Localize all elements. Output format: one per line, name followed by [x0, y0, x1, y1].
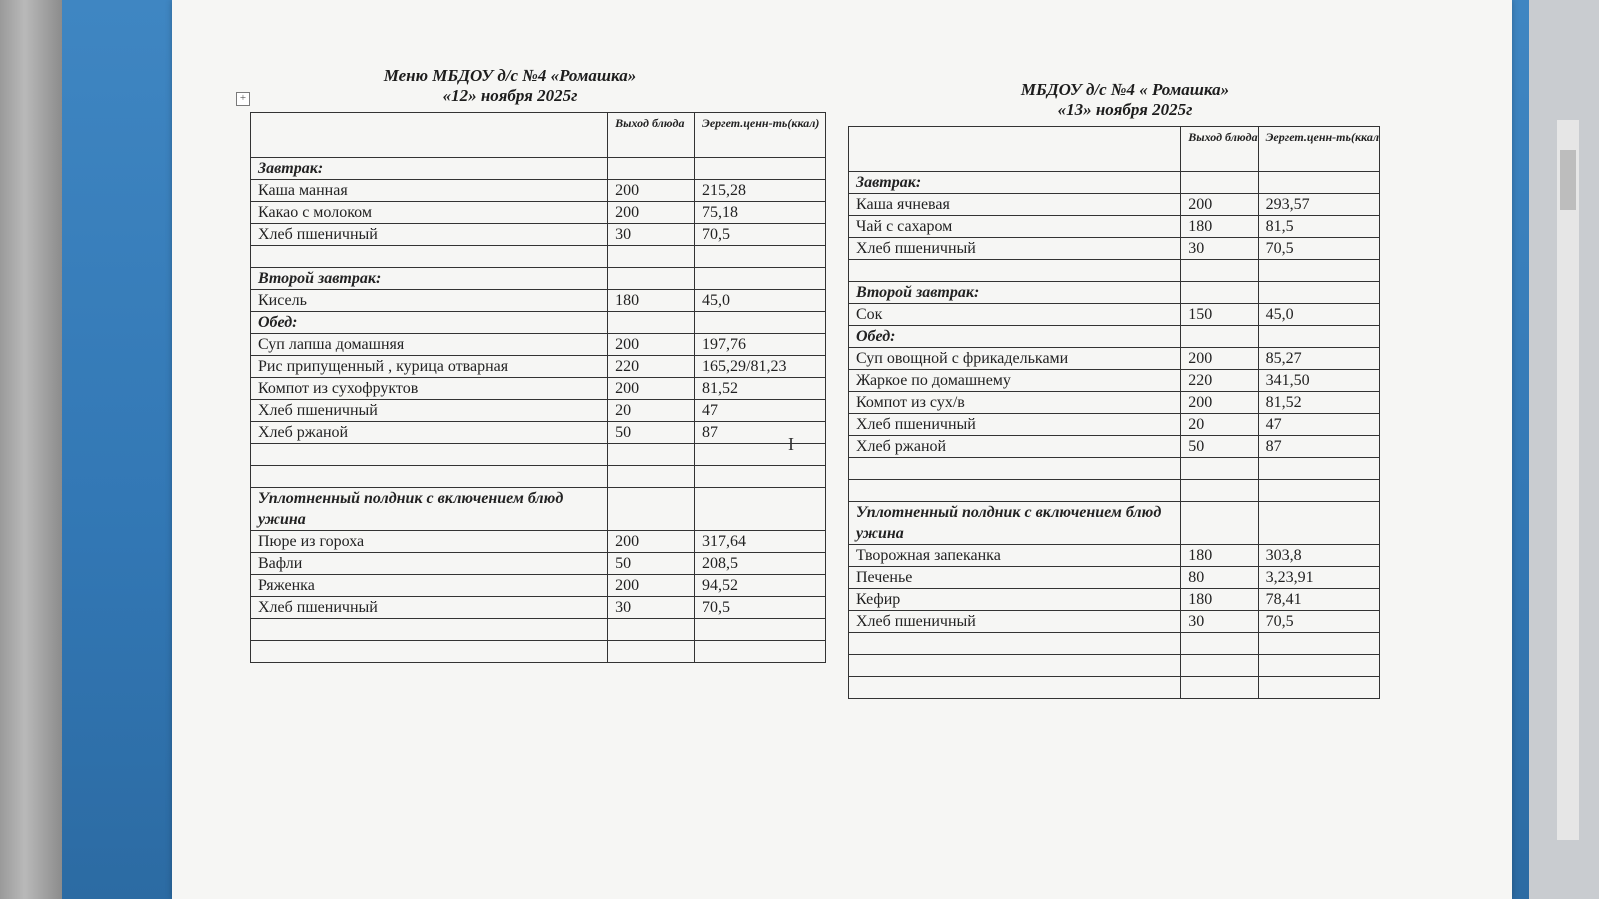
dish-cell[interactable]: Каша ячневая: [849, 194, 1181, 216]
energy-cell[interactable]: 47: [1258, 414, 1379, 436]
yield-cell[interactable]: 50: [608, 422, 695, 444]
energy-cell[interactable]: [695, 488, 826, 531]
yield-cell[interactable]: 50: [608, 553, 695, 575]
dish-cell[interactable]: Кисель: [251, 290, 608, 312]
yield-cell[interactable]: 200: [1181, 348, 1258, 370]
table-row: [849, 326, 1380, 348]
table-row: [251, 597, 826, 619]
yield-cell[interactable]: 30: [608, 224, 695, 246]
dish-cell[interactable]: [251, 619, 608, 641]
dish-cell[interactable]: Хлеб пшеничный: [251, 400, 608, 422]
scrollbar-thumb[interactable]: [1560, 150, 1576, 210]
energy-cell[interactable]: [1258, 172, 1379, 194]
yield-cell[interactable]: 200: [608, 202, 695, 224]
energy-cell[interactable]: 81,52: [1258, 392, 1379, 414]
table-row: [849, 567, 1380, 589]
energy-cell[interactable]: [695, 158, 826, 180]
table-row: [251, 312, 826, 334]
table-row: [849, 458, 1380, 480]
table-row: [849, 480, 1380, 502]
table-row: [251, 334, 826, 356]
table-header-row: [251, 113, 826, 158]
table-row: [849, 611, 1380, 633]
table-row: [849, 655, 1380, 677]
table-row: [849, 194, 1380, 216]
table-row: [251, 224, 826, 246]
yield-cell[interactable]: [608, 158, 695, 180]
dish-cell[interactable]: [251, 246, 608, 268]
energy-cell[interactable]: [1258, 633, 1379, 655]
energy-cell[interactable]: [1258, 260, 1379, 282]
yield-cell[interactable]: 20: [1181, 414, 1258, 436]
table-row: [251, 444, 826, 466]
dish-cell[interactable]: Завтрак:: [849, 172, 1181, 194]
yield-cell[interactable]: [1181, 260, 1258, 282]
table-row: [251, 400, 826, 422]
dish-cell[interactable]: Кефир: [849, 589, 1181, 611]
table-row: [251, 619, 826, 641]
energy-cell[interactable]: 81,5: [1258, 216, 1379, 238]
energy-cell[interactable]: 303,8: [1258, 545, 1379, 567]
yield-cell[interactable]: 200: [1181, 392, 1258, 414]
table-row: [849, 392, 1380, 414]
energy-cell[interactable]: 197,76: [695, 334, 826, 356]
dish-cell[interactable]: Компот из сухофруктов: [251, 378, 608, 400]
energy-cell[interactable]: 293,57: [1258, 194, 1379, 216]
yield-cell[interactable]: 220: [1181, 370, 1258, 392]
energy-cell[interactable]: [1258, 326, 1379, 348]
menu-title-1-line1: Меню МБДОУ д/с №4 «Ромашка»: [383, 66, 637, 85]
yield-cell[interactable]: 180: [1181, 589, 1258, 611]
table-row: [849, 238, 1380, 260]
yield-cell[interactable]: [608, 641, 695, 663]
energy-cell[interactable]: 78,41: [1258, 589, 1379, 611]
table-row: [849, 545, 1380, 567]
yield-cell[interactable]: 180: [1181, 216, 1258, 238]
yield-cell[interactable]: [608, 268, 695, 290]
yield-cell[interactable]: [1181, 677, 1258, 699]
table-row: [849, 414, 1380, 436]
table-row: [251, 422, 826, 444]
table-row: [849, 370, 1380, 392]
header-energy: Эергет.ценн-ть(ккал: [1258, 127, 1379, 172]
dish-cell[interactable]: [849, 677, 1181, 699]
header-dish: [251, 113, 608, 158]
yield-cell[interactable]: [1181, 633, 1258, 655]
menu-table-13-november: [848, 126, 1380, 699]
dish-cell[interactable]: [849, 480, 1181, 502]
yield-cell[interactable]: [608, 619, 695, 641]
energy-cell[interactable]: [695, 444, 826, 466]
dish-cell[interactable]: Сок: [849, 304, 1181, 326]
energy-cell[interactable]: 81,52: [695, 378, 826, 400]
energy-cell[interactable]: [1258, 282, 1379, 304]
yield-cell[interactable]: 200: [1181, 194, 1258, 216]
energy-cell[interactable]: 70,5: [695, 224, 826, 246]
yield-cell[interactable]: [608, 466, 695, 488]
dish-cell[interactable]: Уплотненный полдник с включением блюд ужина: [849, 502, 1181, 545]
energy-cell[interactable]: 165,29/81,23: [695, 356, 826, 378]
yield-cell[interactable]: [1181, 502, 1258, 545]
dish-cell[interactable]: Второй завтрак:: [849, 282, 1181, 304]
menu-table-12-november: [250, 112, 826, 663]
energy-cell[interactable]: [1258, 502, 1379, 545]
energy-cell[interactable]: 70,5: [1258, 238, 1379, 260]
energy-cell[interactable]: 47: [695, 400, 826, 422]
table-header-row: [849, 127, 1380, 172]
dish-cell[interactable]: [849, 458, 1181, 480]
energy-cell[interactable]: 45,0: [695, 290, 826, 312]
yield-cell[interactable]: 30: [608, 597, 695, 619]
dish-cell[interactable]: Уплотненный полдник с включением блюд ужина: [251, 488, 608, 531]
energy-cell[interactable]: [1258, 655, 1379, 677]
menu-title-1-line2: «12» ноября 2025г: [442, 86, 578, 105]
energy-cell[interactable]: 87: [695, 422, 826, 444]
table-row: [251, 290, 826, 312]
table-row: [849, 282, 1380, 304]
table-row: [849, 304, 1380, 326]
yield-cell[interactable]: 180: [1181, 545, 1258, 567]
dish-cell[interactable]: [251, 444, 608, 466]
energy-cell[interactable]: 70,5: [1258, 611, 1379, 633]
header-yield: Выход блюда: [1181, 127, 1258, 172]
monitor-bezel: [0, 0, 62, 899]
table-row: [849, 589, 1380, 611]
dish-cell[interactable]: Обед:: [251, 312, 608, 334]
table-row: [849, 172, 1380, 194]
dish-cell[interactable]: [251, 466, 608, 488]
table-move-handle-icon[interactable]: +: [236, 92, 250, 106]
yield-cell[interactable]: [608, 246, 695, 268]
table-row: [251, 575, 826, 597]
dish-cell[interactable]: Второй завтрак:: [251, 268, 608, 290]
dish-cell[interactable]: Компот из сух/в: [849, 392, 1181, 414]
energy-cell[interactable]: 70,5: [695, 597, 826, 619]
yield-cell[interactable]: 180: [608, 290, 695, 312]
yield-cell[interactable]: [1181, 655, 1258, 677]
table-row: [251, 553, 826, 575]
yield-cell[interactable]: [608, 488, 695, 531]
table-row: [849, 216, 1380, 238]
menu-title-1: [330, 66, 690, 106]
dish-cell[interactable]: Хлеб пшеничный: [849, 611, 1181, 633]
energy-cell[interactable]: 94,52: [695, 575, 826, 597]
energy-cell[interactable]: [695, 619, 826, 641]
energy-cell[interactable]: 208,5: [695, 553, 826, 575]
yield-cell[interactable]: 150: [1181, 304, 1258, 326]
dish-cell[interactable]: Какао с молоком: [251, 202, 608, 224]
dish-cell[interactable]: Печенье: [849, 567, 1181, 589]
dish-cell[interactable]: Пюре из гороха: [251, 531, 608, 553]
energy-cell[interactable]: 75,18: [695, 202, 826, 224]
yield-cell[interactable]: [1181, 326, 1258, 348]
yield-cell[interactable]: [1181, 480, 1258, 502]
yield-cell[interactable]: 50: [1181, 436, 1258, 458]
dish-cell[interactable]: [251, 641, 608, 663]
table-row: [849, 260, 1380, 282]
yield-cell[interactable]: [608, 312, 695, 334]
energy-cell[interactable]: 87: [1258, 436, 1379, 458]
energy-cell[interactable]: [695, 246, 826, 268]
menu-title-2-line2: «13» ноября 2025г: [1057, 100, 1193, 119]
dish-cell[interactable]: Хлеб ржаной: [251, 422, 608, 444]
header-dish: [849, 127, 1181, 172]
yield-cell[interactable]: 30: [1181, 238, 1258, 260]
energy-cell[interactable]: 215,28: [695, 180, 826, 202]
table-row: [251, 158, 826, 180]
table-row: [251, 246, 826, 268]
dish-cell[interactable]: Рис припущенный , курица отварная: [251, 356, 608, 378]
dish-cell[interactable]: Хлеб пшеничный: [251, 224, 608, 246]
energy-cell[interactable]: 85,27: [1258, 348, 1379, 370]
table-row: [251, 531, 826, 553]
dish-cell[interactable]: Хлеб пшеничный: [849, 414, 1181, 436]
yield-cell[interactable]: [1181, 282, 1258, 304]
yield-cell[interactable]: [1181, 458, 1258, 480]
yield-cell[interactable]: 200: [608, 180, 695, 202]
table-row: [849, 502, 1380, 545]
energy-cell[interactable]: [695, 466, 826, 488]
dish-cell[interactable]: Хлеб пшеничный: [849, 238, 1181, 260]
dish-cell[interactable]: Суп лапша домашняя: [251, 334, 608, 356]
yield-cell[interactable]: 200: [608, 575, 695, 597]
header-yield: Выход блюда: [608, 113, 695, 158]
dish-cell[interactable]: Чай с сахаром: [849, 216, 1181, 238]
yield-cell[interactable]: 80: [1181, 567, 1258, 589]
table-row: [251, 466, 826, 488]
yield-cell[interactable]: [608, 444, 695, 466]
table-row: [251, 356, 826, 378]
energy-cell[interactable]: [1258, 458, 1379, 480]
table-row: [849, 677, 1380, 699]
dish-cell[interactable]: Вафли: [251, 553, 608, 575]
table-row: [251, 378, 826, 400]
table-row: [251, 268, 826, 290]
header-energy: Эергет.ценн-ть(ккал): [695, 113, 826, 158]
dish-cell[interactable]: [849, 260, 1181, 282]
dish-cell[interactable]: Суп овощной с фрикадельками: [849, 348, 1181, 370]
yield-cell[interactable]: [1181, 172, 1258, 194]
table-row: [251, 641, 826, 663]
dish-cell[interactable]: Ряженка: [251, 575, 608, 597]
dish-cell[interactable]: Завтрак:: [251, 158, 608, 180]
yield-cell[interactable]: 20: [608, 400, 695, 422]
dish-cell[interactable]: Каша манная: [251, 180, 608, 202]
menu-title-2: [960, 80, 1290, 120]
yield-cell[interactable]: 200: [608, 334, 695, 356]
table-row: [849, 436, 1380, 458]
energy-cell[interactable]: [695, 312, 826, 334]
vertical-scrollbar[interactable]: [1557, 120, 1579, 840]
dish-cell[interactable]: Жаркое по домашнему: [849, 370, 1181, 392]
energy-cell[interactable]: 341,50: [1258, 370, 1379, 392]
energy-cell[interactable]: [1258, 480, 1379, 502]
dish-cell[interactable]: [849, 655, 1181, 677]
dish-cell[interactable]: Хлеб ржаной: [849, 436, 1181, 458]
table-row: [849, 633, 1380, 655]
table-row: [251, 180, 826, 202]
yield-cell[interactable]: 30: [1181, 611, 1258, 633]
text-cursor-icon: I: [788, 434, 794, 454]
yield-cell[interactable]: 200: [608, 531, 695, 553]
table-row: [251, 488, 826, 531]
dish-cell[interactable]: Творожная запеканка: [849, 545, 1181, 567]
dish-cell[interactable]: [849, 633, 1181, 655]
menu-title-2-line1: МБДОУ д/с №4 « Ромашка»: [1020, 80, 1230, 99]
energy-cell[interactable]: [695, 641, 826, 663]
energy-cell[interactable]: [695, 268, 826, 290]
energy-cell[interactable]: 45,0: [1258, 304, 1379, 326]
table-row: [849, 348, 1380, 370]
energy-cell[interactable]: 317,64: [695, 531, 826, 553]
dish-cell[interactable]: Обед:: [849, 326, 1181, 348]
energy-cell[interactable]: 3,23,91: [1258, 567, 1379, 589]
dish-cell[interactable]: Хлеб пшеничный: [251, 597, 608, 619]
yield-cell[interactable]: 200: [608, 378, 695, 400]
energy-cell[interactable]: [1258, 677, 1379, 699]
yield-cell[interactable]: 220: [608, 356, 695, 378]
table-row: [251, 202, 826, 224]
